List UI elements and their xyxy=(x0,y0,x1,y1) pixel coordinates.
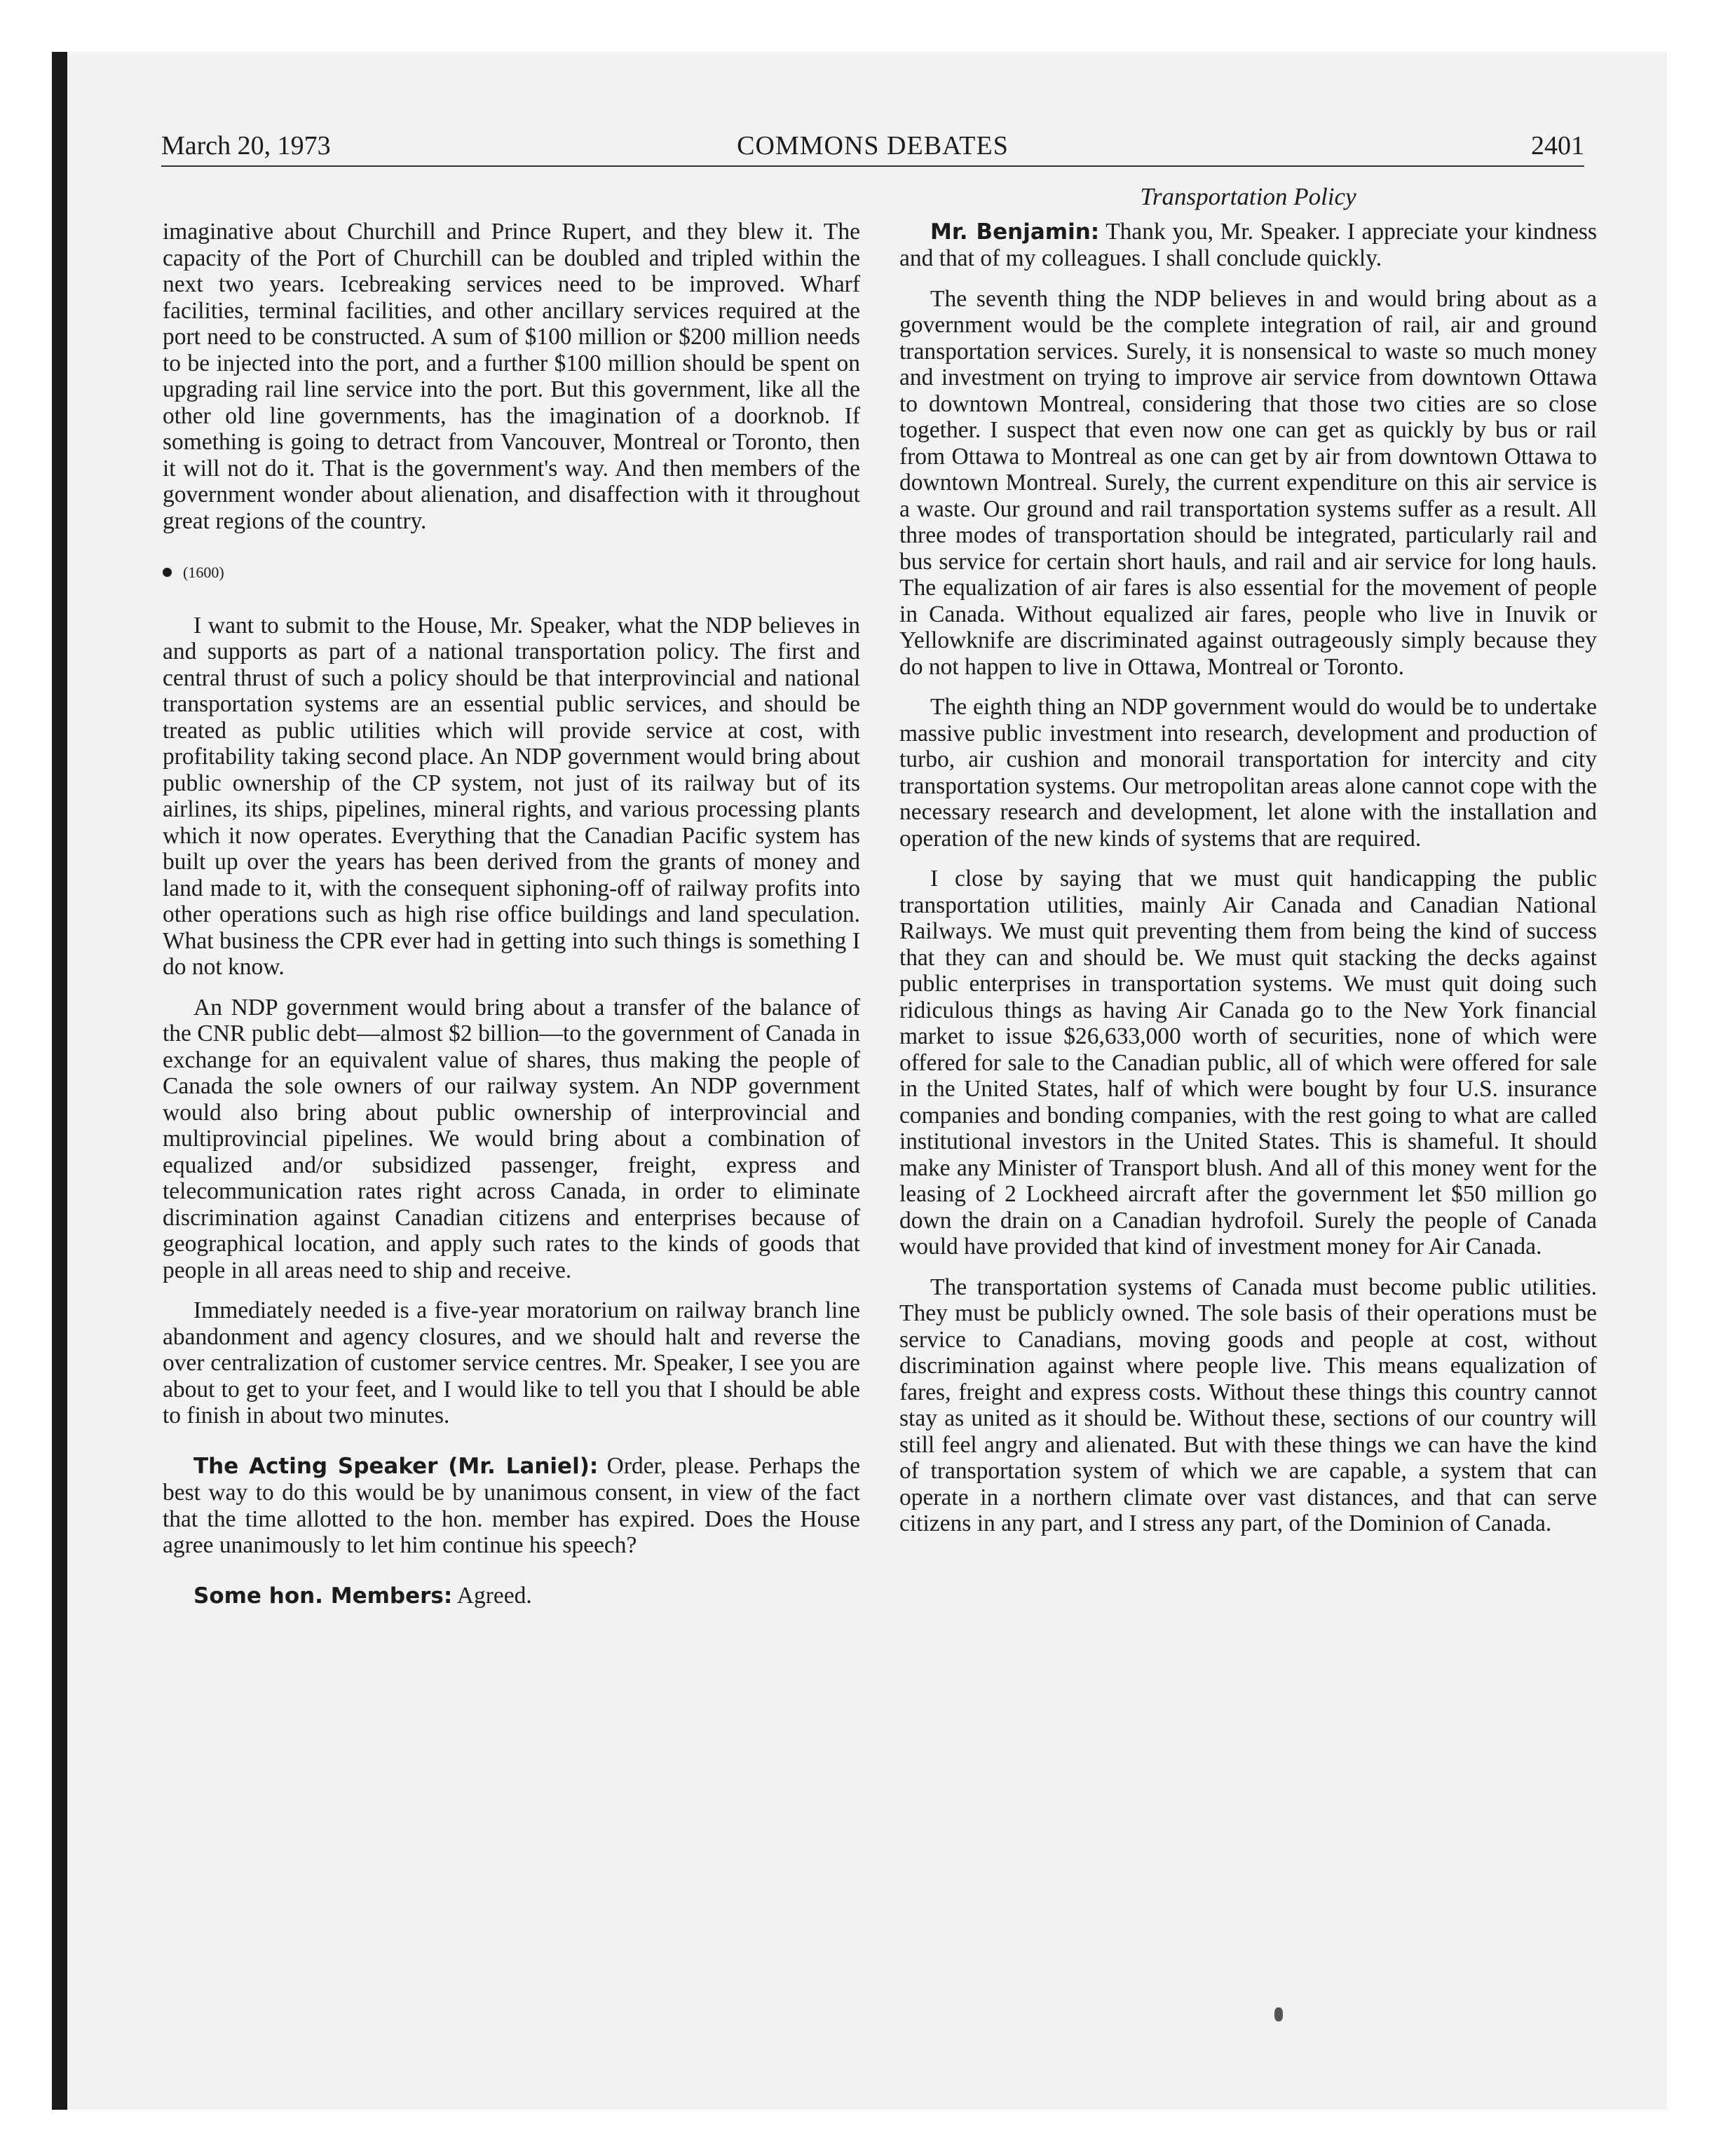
speaker-name: Some hon. Members: xyxy=(193,1583,453,1609)
header-page-number: 2401 xyxy=(1531,131,1584,161)
bullet-icon xyxy=(163,568,172,577)
paragraph: The seventh thing the NDP believes in and would bring about as a government would be the complete integration of rail, air and ground transportation services. Surely, it is nonsensical to waste so much money and investment on trying to improve air service from downtown Ottawa to downtown Montreal, considering that those two cities are so close together. I suspect that even now one can get as quickly by bus or rail from Ottawa to Montreal as one can get by air from downtown Ottawa to downtown Montreal. Surely, the current expenditure on this air service is a waste. Our ground and rail transportation systems suffer as a result. All three modes of transportation should be integrated, particularly rail and bus service for certain short hauls, and rail and air service for long hauls. The equalization of air fares is also essential for the movement of people in Canada. Without equalized air fares, people who live in Inuvik or Yellowknife are discriminated against outrageously simply because they do not happen to live in Ottawa, Montreal or Toronto. xyxy=(899,285,1597,680)
timestamp-marker xyxy=(163,559,860,586)
paragraph: The eighth thing an NDP government would do would be to undertake massive public investment into research, development and production of turbo, air cushion and monorail transportation for intercity and city transportation systems. Our metropolitan areas alone cannot cope with the necessary research and development, let alone with the installation and operation of the new kinds of systems that are required. xyxy=(899,694,1597,852)
speech-text: Order, please. Perhaps the best way to do this would be by unanimous consent, in view of the fact that the time allotted to the hon. member has expired. Does the House agree unanimously to let him continue his speech? xyxy=(163,1452,860,1558)
speech-paragraph xyxy=(899,219,1597,272)
left-column xyxy=(163,219,860,1609)
paragraph: imaginative about Churchill and Prince Rupert, and they blew it. The capacity of the Port of Churchill can be doubled and tripled within the next two years. Icebreaking services need to be improved. Wharf facilities, terminal facilities, and other ancillary services required at the port need to be constructed. A sum of $100 million or $200 million needs to be injected into the port, and a further $100 million should be spent on upgrading rail line service into the port. But this government, like all the other old line governments, has the imagination of a doorknob. If something is going to detract from Vancouver, Montreal or Toronto, then it will not do it. That is the government's way. And then members of the government wonder about alienation, and disaffection with it throughout great regions of the country. xyxy=(163,219,860,534)
paragraph: Immediately needed is a five-year moratorium on railway branch line abandonment and agency closures, and we should halt and reverse the over centralization of customer service centres. Mr. Speaker, I see you are about to get to your feet, and I would like to tell you that I should be able to finish in about two minutes. xyxy=(163,1297,860,1428)
speaker-name: Mr. Benjamin: xyxy=(930,219,1100,245)
right-column xyxy=(899,184,1597,1537)
paragraph: The transportation systems of Canada must become public utilities. They must be publicly owned. The sole basis of their operations must be service to Canadians, moving goods and people at cost, without discrimination against where people live. This means equalization of fares, freight and express costs. Without these things this country cannot stay as united as it should be. Without these, sections of our country will still feel angry and alienated. But with these things we can have the kind of transportation system of which we are capable, a system that can operate in a northern climate over vast distances, and that can serve citizens in any part, and I stress any part, of the Dominion of Canada. xyxy=(899,1274,1597,1536)
paragraph: I close by saying that we must quit handicapping the public transportation utilities, mainly Air Canada and Canadian National Railways. We must quit preventing them from being the kind of success that they can and should be. We must quit stacking the decks against public enterprises in transportation systems. We must quit doing such ridiculous things as having Air Canada go to the New York financial market to issue $26,633,000 worth of securities, none of which were offered for sale to the Canadian public, all of which were offered for sale in the United States, half of which were bought by four U.S. insurance companies and bonding companies, with the rest going to what are called institutional investors in the United States. This is shameful. It should make any Minister of Transport blush. And all of this money went for the leasing of 2 Lockheed aircraft after the government let $50 million go down the drain on a Canadian hydrofoil. Surely the people of Canada would have provided that kind of investment money for Air Canada. xyxy=(899,866,1597,1260)
speech-paragraph xyxy=(163,1453,860,1559)
timestamp-text: (1600) xyxy=(183,564,224,581)
speech-text: Agreed. xyxy=(452,1582,532,1609)
speaker-name: The Acting Speaker (Mr. Laniel): xyxy=(193,1453,599,1479)
scan-edge-bar xyxy=(52,52,67,2110)
header-title: COMMONS DEBATES xyxy=(737,131,1009,161)
scan-smudge xyxy=(1274,2007,1283,2021)
header-date: March 20, 1973 xyxy=(161,131,331,161)
paragraph: I want to submit to the House, Mr. Speaker, what the NDP believes in and supports as part of a national transportation policy. The first and central thrust of such a policy should be that interprovincial and national transportation systems are an essential public services, and should be treated as public utilities which will provide service at cost, with profitability taking second place. An NDP government would bring about public ownership of the CP system, not just of its railway but of its airlines, its ships, pipelines, mineral rights, and various processing plants which it now operates. Everything that the Canadian Pacific system has built up over the years has been derived from the grants of money and land made to it, with the consequent siphoning-off of railway profits into other operations such as high rise office buildings and land speculation. What business the CPR ever had in getting into such things is something I do not know. xyxy=(163,612,860,980)
section-title: Transportation Policy xyxy=(1140,183,1356,210)
speech-text: Thank you, Mr. Speaker. I appreciate your kindness and that of my colleagues. I shall conclude quickly. xyxy=(899,218,1597,271)
page-header xyxy=(161,130,1584,167)
paragraph: An NDP government would bring about a transfer of the balance of the CNR public debt—almost $2 billion—to the government of Canada in exchange for an equivalent value of shares, thus making the people of Canada the sole owners of our railway system. An NDP government would also bring about public ownership of interprovincial and multiprovincial pipelines. We would bring about a combination of equalized and/or subsidized passenger, freight, express and telecommunication rates right across Canada, in order to eliminate discrimination against Canadian citizens and enterprises because of geographical location, and apply such rates to the kinds of goods that people in all areas need to ship and receive. xyxy=(163,994,860,1283)
speech-paragraph xyxy=(163,1583,860,1610)
